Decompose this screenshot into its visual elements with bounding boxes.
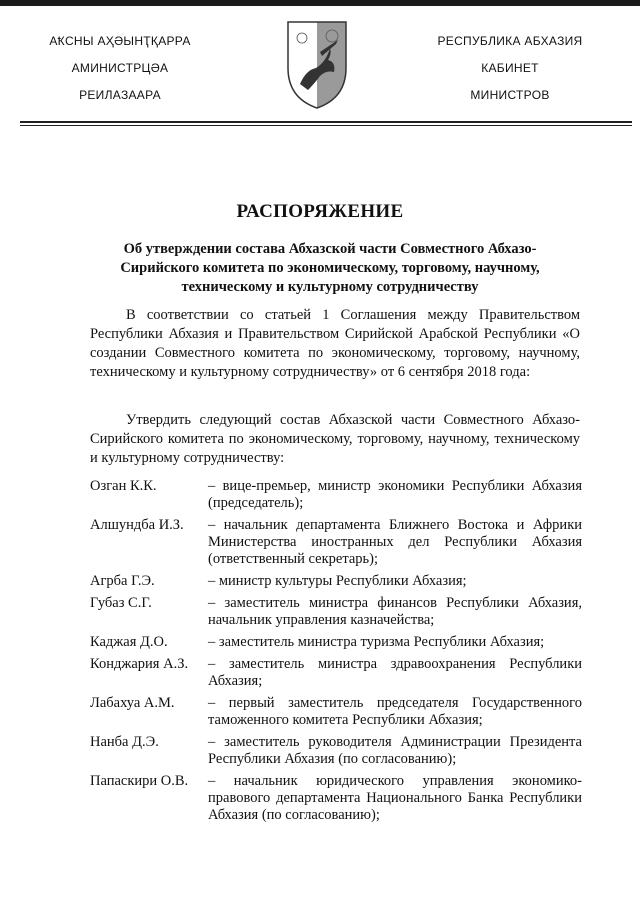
- member-role: – начальник департамента Ближнего Востока и Африки Министерства иностранных дел Республики Абхазия (ответственный секретарь);: [208, 517, 582, 567]
- member-name: Конджария А.З.: [90, 656, 189, 672]
- member-name: Губаз С.Г.: [90, 595, 152, 611]
- member-name: Алшундба И.З.: [90, 517, 184, 533]
- member-row: [90, 634, 582, 651]
- document-subtitle: Об утверждении состава Абхазской части Совместного Абхазо-Сирийского комитета по экономическому, торговому, научному, техническому и культурному сотрудничеству: [120, 241, 540, 295]
- document-title: РАСПОРЯЖЕНИЕ: [236, 201, 404, 222]
- decision-paragraph: Утвердить следующий состав Абхазской части Совместного Абхазо-Сирийского комитета по экономическому, торговому, научному, техническому и культурному сотрудничеству:: [90, 412, 580, 466]
- member-role: – заместитель министра финансов Республики Абхазия, начальник управления казначейства;: [208, 595, 582, 628]
- preamble-paragraph: В соответствии со статьей 1 Соглашения между Правительством Республики Абхазия и Правительством Сирийской Арабской Республики «О создании Совместного комитета по экономическому, торговому, научному, техническому и культурному сотрудничеству» от 6 сентября 2018 года:: [90, 307, 580, 380]
- header-left-line: АМИНИСТРЦӘА: [71, 61, 169, 75]
- member-row: [90, 517, 582, 568]
- member-row: [90, 595, 582, 629]
- member-row: [90, 573, 582, 590]
- header-divider-thick: [20, 121, 632, 123]
- member-row: [90, 695, 582, 729]
- member-row: [90, 773, 582, 824]
- member-role: – заместитель министра туризма Республики Абхазия;: [208, 634, 545, 650]
- member-name: Папаскири О.В.: [90, 773, 189, 789]
- committee-members-list: [90, 478, 582, 829]
- member-name: Лабахуа А.М.: [90, 695, 175, 711]
- member-name: Каджая Д.О.: [90, 634, 168, 650]
- header-right-line: РЕСПУБЛИКА АБХАЗИЯ: [437, 34, 583, 48]
- member-role: – заместитель министра здравоохранения Республики Абхазия;: [208, 656, 582, 689]
- member-name: Озган К.К.: [90, 478, 157, 494]
- member-role: – первый заместитель председателя Государственного таможенного комитета Республики Абхазия;: [208, 695, 582, 728]
- member-row: [90, 478, 582, 512]
- header-divider-thin: [20, 125, 632, 126]
- member-row: [90, 734, 582, 768]
- header-left-line: АҞСНЫ АҲӘЫНҬҚАРРА: [49, 34, 191, 48]
- member-name: Агрба Г.Э.: [90, 573, 155, 589]
- member-role: – заместитель руководителя Администрации Президента Республики Абхазия (по согласованию);: [208, 734, 582, 767]
- member-row: [90, 656, 582, 690]
- header-right-russian: [410, 34, 610, 115]
- header-left-line: РЕИЛАЗААРА: [79, 88, 161, 102]
- member-name: Нанба Д.Э.: [90, 734, 159, 750]
- scan-top-edge: [0, 0, 640, 6]
- header-right-line: МИНИСТРОВ: [470, 88, 550, 102]
- member-role: – начальник юридического управления экономико-правового департамента Национального Банка Республики Абхазия (по согласованию);: [208, 773, 582, 823]
- header-left-abkhaz: [20, 34, 220, 115]
- member-role: – вице-премьер, министр экономики Республики Абхазия (председатель);: [208, 478, 582, 511]
- header-right-line: КАБИНЕТ: [481, 61, 539, 75]
- member-role: – министр культуры Республики Абхазия;: [208, 573, 467, 589]
- coat-of-arms-emblem: [286, 18, 348, 110]
